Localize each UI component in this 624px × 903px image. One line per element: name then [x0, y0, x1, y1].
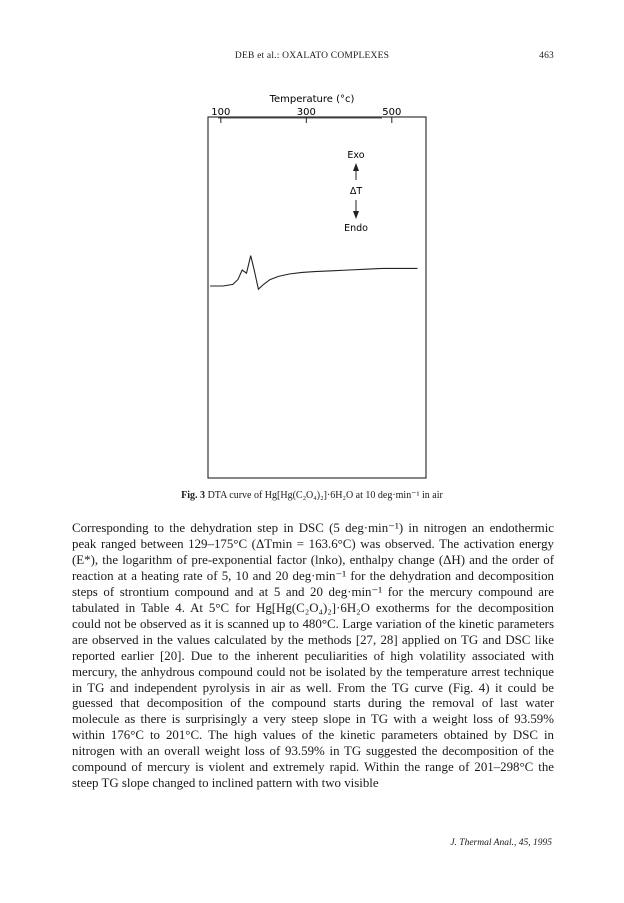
journal-footer: J. Thermal Anal., 45, 1995: [450, 838, 552, 848]
tick-label: 300: [296, 107, 316, 118]
body-paragraph: Corresponding to the dehydration step in DSC (5 deg·min⁻¹) in nitrogen an endothermic peak ranged between 129–175°C (ΔTmin = 163.6°C) was observed. The activation energy (E*), the logarithm of pre-exponential factor (lnko), enthalpy change (ΔH) and the order of reaction at a heating rate of 5, 10 and 20 deg·min⁻¹ for the dehydration and decomposition steps of strontium compound and at 5 and 20 deg·min⁻¹ for the mercury compound are tabulated in Table 4. At 5°C for Hg[Hg(C₂O₄)₂]·6H₂O exotherms for the decomposition could not be observed as it is scanned up to 480°C. Large variation of the kinetic parameters are observed in the values calculated by the methods [27, 28] applied on TG and DSC like reported earlier [20]. Due to the inherent peculiarities of high volatility associated with mercury, the anhydrous compound could not be isolated by the temperature arrest technique in TG and independent pyrolysis in air as well. From the TG curve (Fig. 4) it could be guessed that decomposition of the compound starts during the removal of last water molecule as there is surprisingly a very steep slope in TG with a weight loss of 93.59% within 176°C to 201°C. The high values of the kinetic parameters obtained by DSC in nitrogen with an overall weight loss of 93.59% in TG suggested the decomposition of the compound of mercury is violent and extremely rapid. Within the range of 201–298°C the steep TG slope changed to inclined pattern with two visible: [72, 521, 554, 791]
exo-label: Exo: [347, 150, 365, 161]
body-text: [72, 521, 554, 792]
endo-label: Endo: [344, 223, 368, 234]
delta-t-label: ΔT: [349, 186, 363, 197]
tick-label: 500: [382, 107, 402, 118]
axis-title: Temperature (°c): [269, 94, 355, 105]
caption-label: Fig. 3: [181, 490, 206, 501]
running-title: DEB et al.: OXALATO COMPLEXES: [234, 51, 390, 61]
plot-frame: [208, 117, 426, 478]
figure-caption: [70, 490, 554, 501]
down-arrow-icon: [353, 211, 359, 219]
page-number: 463: [539, 51, 554, 61]
tick-label: 100: [211, 107, 231, 118]
caption-text: DTA curve of Hg[Hg(C₂O₄)₂]·6H₂O at 10 deg·min⁻¹ in air: [207, 490, 443, 501]
dta-curve: [210, 256, 417, 290]
